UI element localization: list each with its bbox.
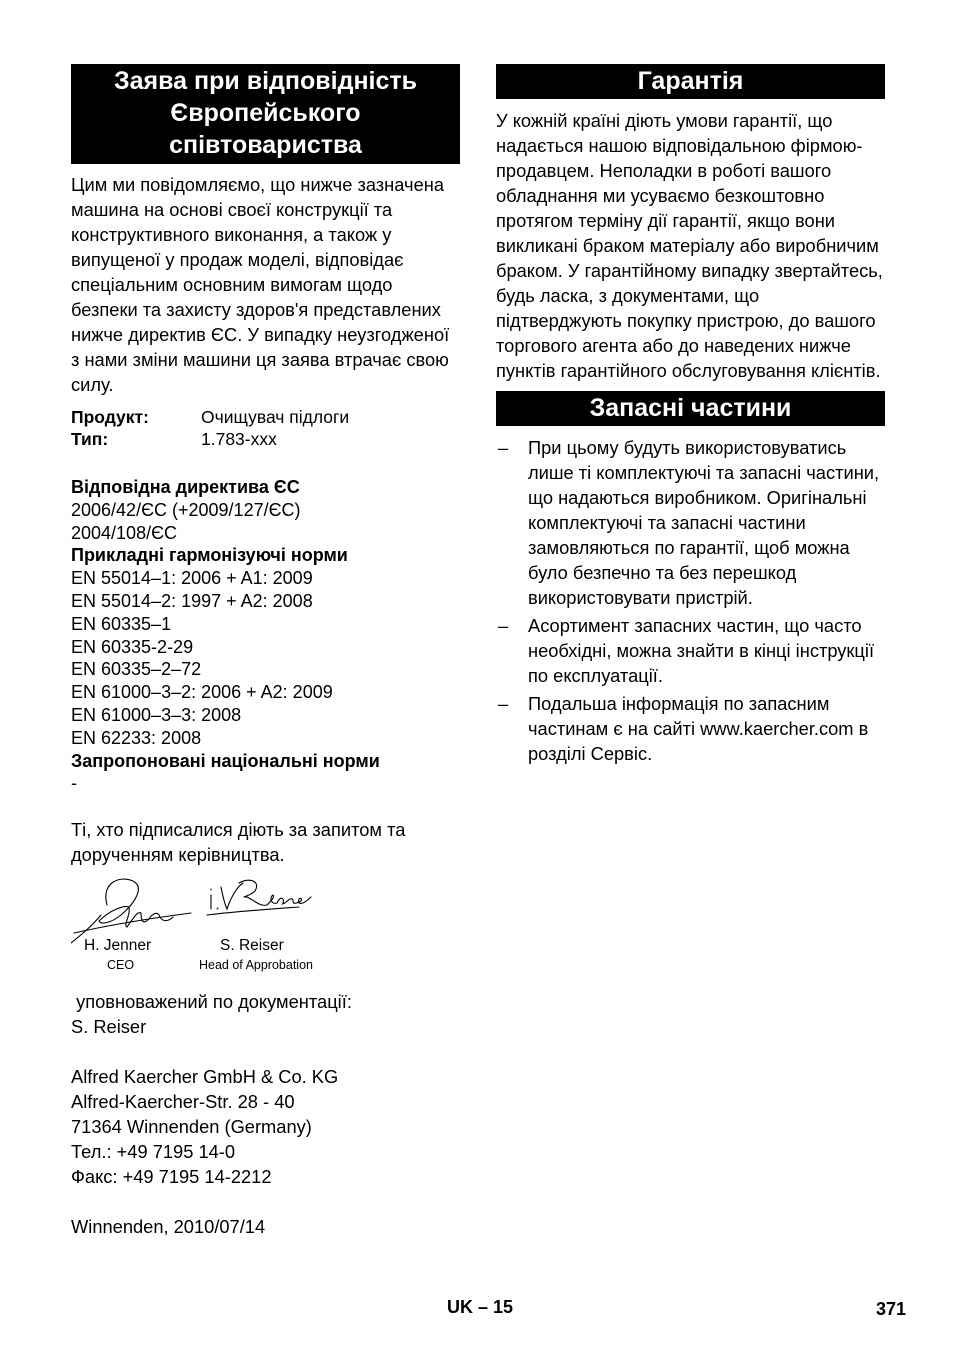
norm-line: EN 55014–2: 1997 + A2: 2008 xyxy=(71,590,313,611)
norm-line: EN 61000–3–2: 2006 + A2: 2009 xyxy=(71,682,333,703)
authorized-label: уповноважений по документації: xyxy=(71,991,352,1013)
warranty-title: Гарантія xyxy=(496,64,885,99)
product-info xyxy=(71,406,460,450)
authorized-name: S. Reiser xyxy=(71,1016,147,1038)
product-label: Продукт: xyxy=(71,407,149,427)
section-page-label: UK – 15 xyxy=(447,1297,514,1317)
norms-heading: Прикладні гармонізуючі норми xyxy=(71,545,348,566)
address-line: Факс: +49 7195 14-2212 xyxy=(71,1166,272,1188)
warranty-text: У кожній країні діють умови гарантії, що надається нашою відповідальною фірмою-продавцем. Неполадки в роботі вашого обладнання ми усуваємо безкоштовно протягом терміну дії гарантії, якщо вони викликані браком матеріалу або виробничим браком. У гарантійному випадку звертайтесь, будь ласка, з документами, що підтверджують покупку пристрою, до вашого торгового агента або до наведених нижче пунктів гарантійного обслуговування клієнтів. xyxy=(496,110,883,381)
signature-jenner xyxy=(99,879,173,927)
product-value: Очищувач підлоги xyxy=(201,407,350,427)
spare-parts-title: Запасні частини xyxy=(496,391,885,426)
address-line: Тел.: +49 7195 14-0 xyxy=(71,1141,236,1163)
signatory1-name: H. Jenner xyxy=(84,937,152,955)
authorized-block xyxy=(71,989,460,1039)
signatory1-role: CEO xyxy=(107,958,135,973)
place-date: Winnenden, 2010/07/14 xyxy=(71,1216,266,1238)
declaration-text: Цим ми повідомляємо, що нижче зазначена машина на основі своєї конструкції та конструктивного виконання, а також у випущеної у продаж моделі, відповідає спеціальним основним вимогам щодо безпеки та захисту здоров'я представлених нижче директив ЄС. У випадку неузгодженої з нами зміни машини ця заява втрачає свою силу. xyxy=(71,174,450,395)
address-line: Alfred-Kaercher-Str. 28 - 40 xyxy=(71,1091,295,1113)
list-item-text: Асортимент запасних частин, що часто необхідні, можна знайти в кінці інструкції по експлуатації. xyxy=(528,615,875,686)
directives-block xyxy=(71,476,460,795)
dash-bullet: – xyxy=(498,437,509,458)
directive-line: 2004/108/ЄС xyxy=(71,522,178,543)
signatory2-name: S. Reiser xyxy=(220,937,284,955)
type-value: 1.783-xxx xyxy=(201,429,277,449)
left-column xyxy=(71,64,460,1239)
norm-line: EN 60335–1 xyxy=(71,613,172,634)
national-value: - xyxy=(71,773,77,794)
norm-line: EN 55014–1: 2006 + A1: 2009 xyxy=(71,568,313,589)
page-number: 371 xyxy=(876,1299,907,1319)
dash-bullet: – xyxy=(498,693,509,714)
norm-line: EN 62233: 2008 xyxy=(71,727,202,748)
type-label: Тип: xyxy=(71,429,109,449)
list-item xyxy=(496,691,885,766)
signature-reiser-v xyxy=(221,883,243,909)
list-item-text: Подальша інформація по запасним частинам є на сайті www.kaercher.com в розділі Сервіс. xyxy=(528,693,869,764)
signature-line-1 xyxy=(74,913,191,933)
list-item xyxy=(496,435,885,610)
signature-reiser xyxy=(239,880,311,905)
norm-line: EN 60335–2–72 xyxy=(71,659,202,680)
address-line: Alfred Kaercher GmbH & Co. KG xyxy=(71,1066,339,1088)
national-heading: Запропоновані національні норми xyxy=(71,750,380,771)
norm-line: EN 61000–3–3: 2008 xyxy=(71,704,242,725)
dash-bullet: – xyxy=(498,615,509,636)
signature-reiser-iv xyxy=(211,889,218,909)
list-item-text: При цьому будуть використовуватись лише ті комплектуючі та запасні частини, що надаються виробником. Оригінальні комплектуючі та запасні частини замовляються по гарантії, щоб можна було безпечно та без перешкод використовувати пристрій. xyxy=(528,437,880,608)
signatures-block xyxy=(71,875,460,973)
signatories-note: Ті, хто підписалися діють за запитом та дорученням керівництва. xyxy=(71,819,406,866)
address-line: 71364 Winnenden (Germany) xyxy=(71,1116,312,1138)
type-row xyxy=(71,428,460,450)
directive-line: 2006/42/ЄС (+2009/127/ЄС) xyxy=(71,499,301,520)
norm-line: EN 60335-2-29 xyxy=(71,636,194,657)
address-block xyxy=(71,1064,460,1189)
right-column xyxy=(496,64,885,769)
product-row xyxy=(71,406,460,428)
signatory2-role: Head of Approbation xyxy=(199,958,313,973)
spare-parts-list xyxy=(496,435,885,766)
declaration-title: Заява при відповідність Європейського співтовариства xyxy=(71,64,460,164)
signature-line-2 xyxy=(207,907,299,915)
directive-heading: Відповідна директива ЄС xyxy=(71,477,300,497)
list-item xyxy=(496,613,885,688)
